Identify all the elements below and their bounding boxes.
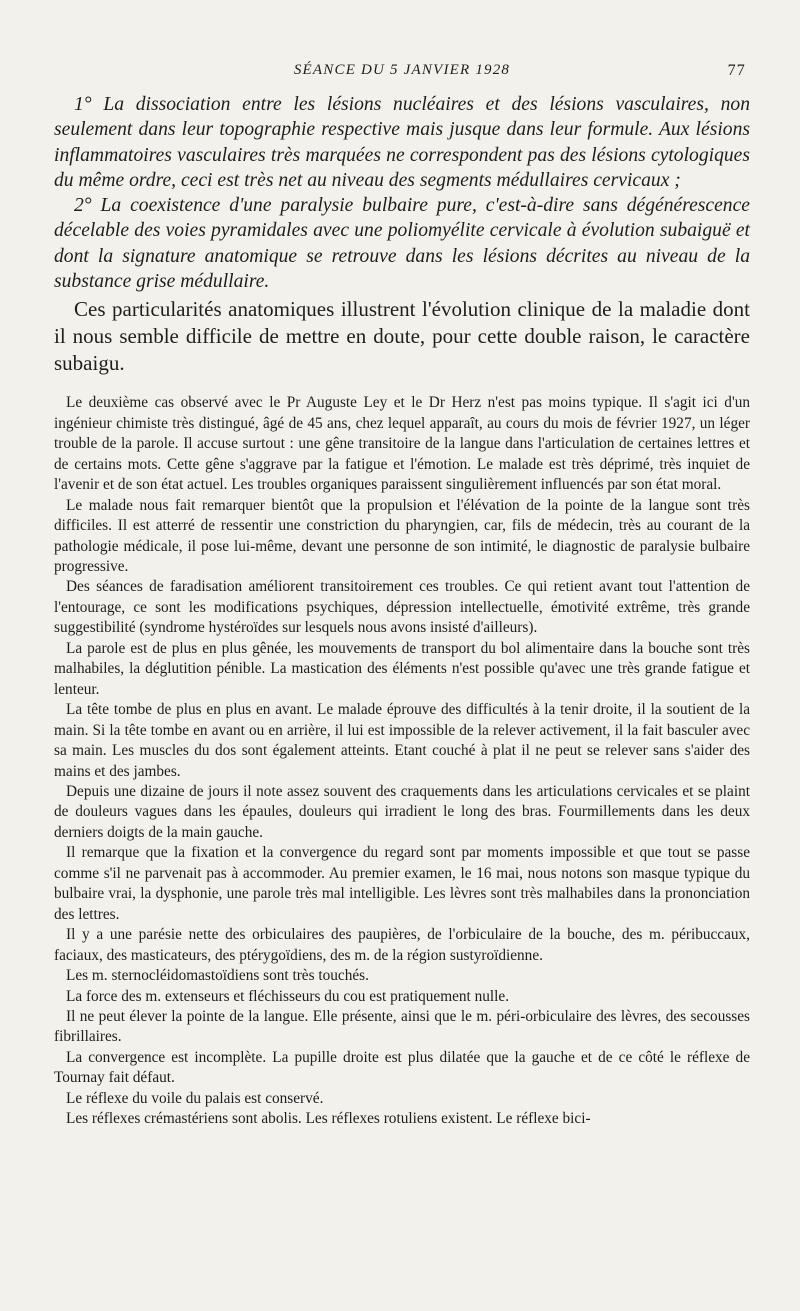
case-paragraph: Il remarque que la fixation et la convergence du regard sont par moments impossible et que tout se passe comme s'il ne parvenait pas à accommoder. Au premier examen, le 16 mai, nous notons son masque typique du bulbaire vrai, la dysphonie, une parole très mal intelligible. Les lèvres sont très malhabiles dans la prononciation des lettres. <box>54 844 750 923</box>
case-paragraph: Les m. sternocléidomastoïdiens sont très touchés. <box>66 967 369 985</box>
page-header <box>54 52 750 92</box>
case-paragraph: La tête tombe de plus en plus en avant. Le malade éprouve des difficultés à la tenir droite, il la soutient de la main. Si la tête tombe en avant ou en arrière, il lui est impossible de la relever activement, il la fait basculer avec sa main. Les muscles du dos sont également atteints. Etant couché à plat il ne peut se relever sans s'aider des mains et des jambes. <box>54 701 750 780</box>
case-paragraph: Il y a une parésie nette des orbiculaires des paupières, de l'orbiculaire de la bouche, des m. péribuccaux, faciaux, des masticateurs, des ptérygoïdiens, des m. de la région sustyroïdienne. <box>54 926 750 964</box>
case-paragraph: Il ne peut élever la pointe de la langue. Elle présente, ainsi que le m. péri-orbiculaire des lèvres, des secousses fibrillaires. <box>54 1007 750 1046</box>
case-paragraph: Depuis une dizaine de jours il note assez souvent des craquements dans les articulations cervicales et se plaint de douleurs vagues dans les épaules, douleurs qui irradient le long des bras. Fourmillements dans les deux derniers doigts de la main gauche. <box>54 782 750 841</box>
case-paragraph: La force des m. extenseurs et fléchisseurs du cou est pratiquement nulle. <box>66 987 510 1005</box>
case-paragraph: Le deuxième cas observé avec le Pr Auguste Ley et le Dr Herz n'est pas moins typique. Il s'agit ici d'un ingénieur chimiste très distingué, âgé de 45 ans, chez lequel apparaît, au cours du mois de février 1927, un léger trouble de la parole. Il accuse surtout : une gêne transitoire de la langue dans l'articulation de certaines lettres et de certains mots. Cette gêne s'aggrave par la fatigue et l'émotion. Le malade est très déprimé, très inquiet de l'avenir et de son état actuel. Les troubles organiques paraissent singulièrement influencés par son état moral. <box>54 394 750 494</box>
conclusion-2: 2° La coexistence d'une paralysie bulbaire pure, c'est-à-dire sans dégénérescence décelable des voies pyramidales avec une poliomyélite cervicale à évolution subaiguë et dont la signature anatomique se retrouve dans les lésions décrites au niveau de la substance grise médullaire. <box>54 195 750 293</box>
case-paragraph: Des séances de faradisation améliorent transitoirement ces troubles. Ce qui retient avant tout l'attention de l'entourage, ce sont les modifications psychiques, dépression intellectuelle, émotivité extrême, très grande suggestibilité (syndrome hystéroïdes sur lesquels nous avons insisté d'ailleurs). <box>54 578 750 637</box>
case-paragraph: Le réflexe du voile du palais est conservé. <box>66 1089 324 1107</box>
case-paragraph: Les réflexes crémastériens sont abolis. Les réflexes rotuliens existent. Le réflexe bici- <box>66 1110 591 1128</box>
case-observation <box>54 393 750 1129</box>
case-paragraph: La convergence est incomplète. La pupille droite est plus dilatée que la gauche et de ce côté le réflexe de Tournay fait défaut. <box>54 1048 750 1087</box>
summary-paragraph: Ces particularités anatomiques illustrent l'évolution clinique de la maladie dont il nous semble difficile de mettre en doute, pour cette double raison, le caractère subaigu. <box>54 297 750 376</box>
conclusion-1: 1° La dissociation entre les lésions nucléaires et des lésions vasculaires, non seulement dans leur topographie respective mais jusque dans leur formule. Aux lésions inflammatoires vasculaires très marquées ne correspondent pas des lésions cytologiques du même ordre, ceci est très net au niveau des segments médullaires cervicaux ; <box>54 94 750 191</box>
page-number: 77 <box>727 62 746 79</box>
running-title: SÉANCE DU 5 JANVIER 1928 <box>293 62 511 78</box>
case-paragraph: Le malade nous fait remarquer bientôt que la propulsion et l'élévation de la pointe de la langue sont très difficiles. Il est atterré de ressentir une constriction du pharyngien, car, fils de médecin, très au courant de la pathologie médicale, il pose lui-même, devant une personne de son intimité, le diagnostic de paralysie bulbaire progressive. <box>54 496 750 575</box>
case-paragraph: La parole est de plus en plus gênée, les mouvements de transport du bol alimentaire dans la bouche sont très malhabiles, la déglutition pénible. La mastication des éléments n'est possible qu'avec une très grande fatigue et lenteur. <box>54 639 750 698</box>
